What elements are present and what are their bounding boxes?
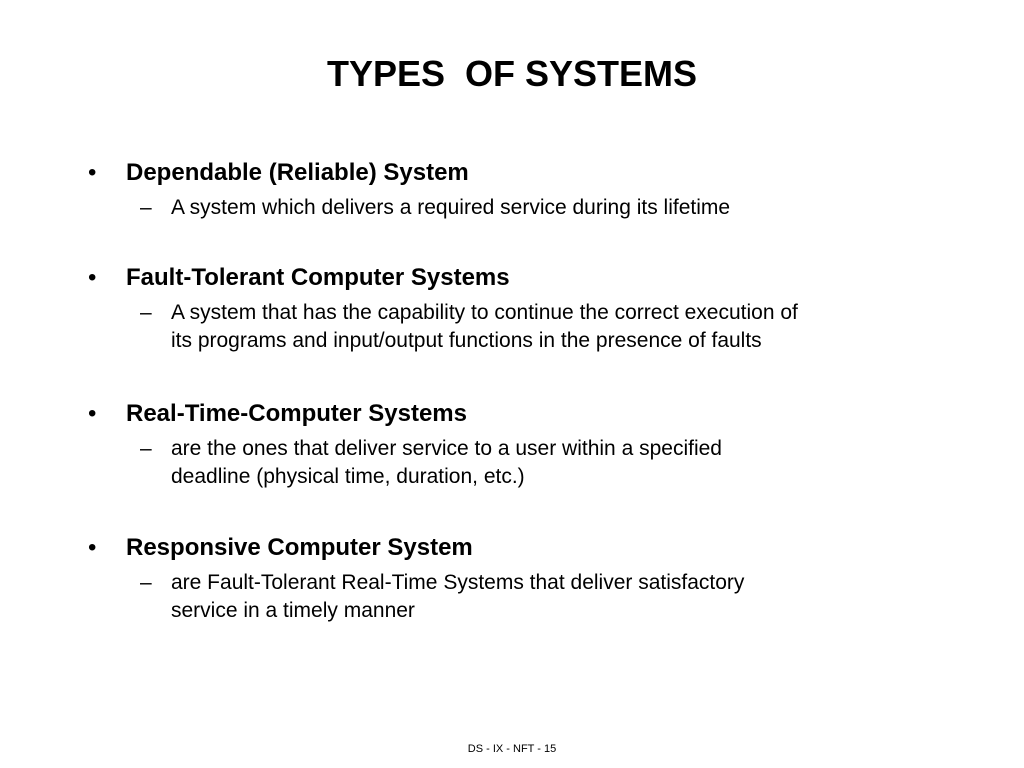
- bullet-marker: •: [88, 400, 97, 427]
- bullet-description: [171, 569, 971, 625]
- bullet-description: [171, 194, 971, 222]
- bullet-heading: Dependable (Reliable) System: [126, 159, 469, 186]
- bullet-description: [171, 299, 971, 355]
- bullet-heading: Fault-Tolerant Computer Systems: [126, 264, 510, 291]
- sub-bullet-marker: –: [140, 571, 152, 594]
- bullet-marker: •: [88, 159, 97, 186]
- slide-footer: DS - IX - NFT - 15: [467, 743, 557, 755]
- description-line: deadline (physical time, duration, etc.): [171, 465, 525, 488]
- bullet-heading: Responsive Computer System: [126, 534, 473, 561]
- bullet-heading: Real-Time-Computer Systems: [126, 400, 467, 427]
- sub-bullet-marker: –: [140, 437, 152, 460]
- sub-bullet-marker: –: [140, 301, 152, 324]
- description-line: A system which delivers a required service during its lifetime: [171, 196, 731, 219]
- description-line: A system that has the capability to continue the correct execution of: [171, 301, 798, 324]
- description-line: are Fault-Tolerant Real-Time Systems that deliver satisfactory: [171, 571, 745, 594]
- bullet-marker: •: [88, 264, 97, 291]
- bullet-marker: •: [88, 534, 97, 561]
- slide-title: TYPES OF SYSTEMS: [326, 53, 698, 94]
- sub-bullet-marker: –: [140, 196, 152, 219]
- description-line: service in a timely manner: [171, 599, 415, 622]
- description-line: are the ones that deliver service to a user within a specified: [171, 437, 722, 460]
- description-line: its programs and input/output functions in the presence of faults: [171, 329, 762, 352]
- bullet-description: [171, 435, 971, 491]
